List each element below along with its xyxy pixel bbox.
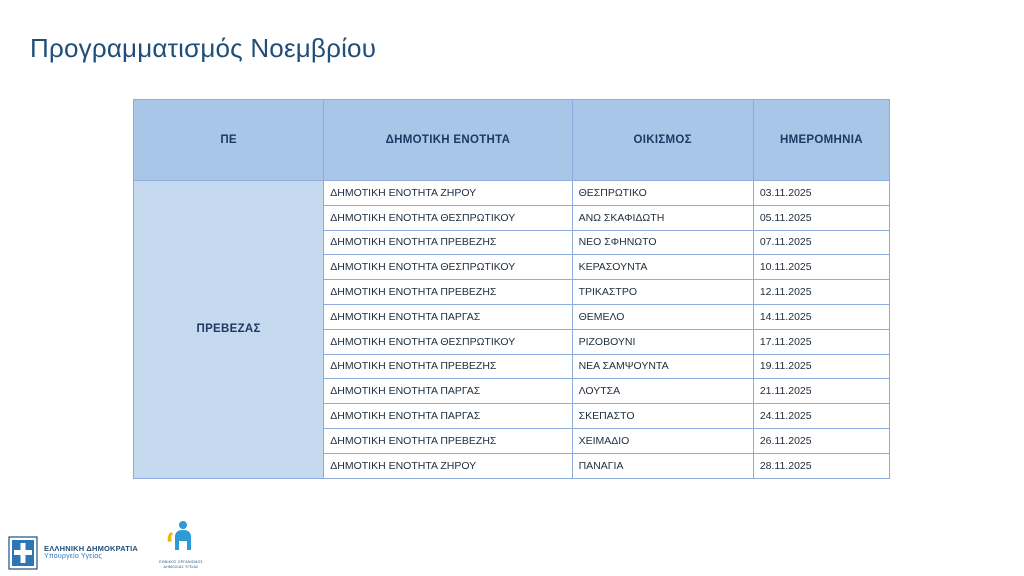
- cell-municipal-unit: ΔΗΜΟΤΙΚΗ ΕΝΟΤΗΤΑ ΠΡΕΒΕΖΗΣ: [324, 280, 572, 305]
- cell-settlement: ΚΕΡΑΣΟΥΝΤΑ: [572, 255, 753, 280]
- pe-value-cell: ΠΡΕΒΕΖΑΣ: [134, 181, 324, 479]
- cell-municipal-unit: ΔΗΜΟΤΙΚΗ ΕΝΟΤΗΤΑ ΖΗΡΟΥ: [324, 181, 572, 206]
- cell-municipal-unit: ΔΗΜΟΤΙΚΗ ΕΝΟΤΗΤΑ ΘΕΣΠΡΩΤΙΚΟΥ: [324, 205, 572, 230]
- schedule-table: [133, 99, 890, 479]
- cell-date: 24.11.2025: [753, 404, 889, 429]
- cell-settlement: ΠΑΝΑΓΙΑ: [572, 453, 753, 478]
- cell-date: 19.11.2025: [753, 354, 889, 379]
- gov-line-1: ΕΛΛΗΝΙΚΗ ΔΗΜΟΚΡΑΤΙΑ: [44, 543, 138, 553]
- schedule-table-container: [133, 99, 890, 479]
- column-header-settlement: ΟΙΚΙΣΜΟΣ: [572, 100, 753, 181]
- cell-municipal-unit: ΔΗΜΟΤΙΚΗ ΕΝΟΤΗΤΑ ΠΑΡΓΑΣ: [324, 379, 572, 404]
- cell-municipal-unit: ΔΗΜΟΤΙΚΗ ΕΝΟΤΗΤΑ ΠΑΡΓΑΣ: [324, 404, 572, 429]
- hellenic-republic-emblem-icon: [8, 536, 38, 570]
- cell-date: 26.11.2025: [753, 428, 889, 453]
- gov-line-2: Υπουργείο Υγείας: [44, 553, 103, 561]
- table-body: [134, 181, 890, 479]
- cell-municipal-unit: ΔΗΜΟΤΙΚΗ ΕΝΟΤΗΤΑ ΠΑΡΓΑΣ: [324, 304, 572, 329]
- government-logo: [8, 536, 138, 570]
- footer-logos: [8, 519, 210, 570]
- cell-settlement: ΝΕΟ ΣΦΗΝΩΤΟ: [572, 230, 753, 255]
- cell-date: 14.11.2025: [753, 304, 889, 329]
- cell-date: 03.11.2025: [753, 181, 889, 206]
- cell-municipal-unit: ΔΗΜΟΤΙΚΗ ΕΝΟΤΗΤΑ ΘΕΣΠΡΩΤΙΚΟΥ: [324, 255, 572, 280]
- cell-municipal-unit: ΔΗΜΟΤΙΚΗ ΕΝΟΤΗΤΑ ΖΗΡΟΥ: [324, 453, 572, 478]
- table-header: [134, 100, 890, 181]
- cell-date: 10.11.2025: [753, 255, 889, 280]
- page-title: Προγραμματισμός Νοεμβρίου: [30, 33, 377, 63]
- cell-settlement: ΘΕΣΠΡΩΤΙΚΟ: [572, 181, 753, 206]
- cell-date: 28.11.2025: [753, 453, 889, 478]
- cell-settlement: ΝΕΑ ΣΑΜΨΟΥΝΤΑ: [572, 354, 753, 379]
- column-header-municipal-unit: ΔΗΜΟΤΙΚΗ ΕΝΟΤΗΤΑ: [324, 100, 572, 181]
- cell-settlement: ΛΟΥΤΣΑ: [572, 379, 753, 404]
- cell-municipal-unit: ΔΗΜΟΤΙΚΗ ΕΝΟΤΗΤΑ ΠΡΕΒΕΖΗΣ: [324, 230, 572, 255]
- cell-settlement: ΑΝΩ ΣΚΑΦΙΔΩΤΗ: [572, 205, 753, 230]
- eody-logo-text: ΕΘΝΙΚΟΣ ΟΡΓΑΝΙΣΜΟΣ ΔΗΜΟΣΙΑΣ ΥΓΕΙΑΣ: [159, 560, 203, 570]
- eody-logo: [152, 519, 210, 570]
- table-header-row: [134, 100, 890, 181]
- cell-date: 21.11.2025: [753, 379, 889, 404]
- government-logo-text: [44, 544, 138, 562]
- cell-settlement: ΡΙΖΟΒΟΥΝΙ: [572, 329, 753, 354]
- column-header-pe: ΠΕ: [134, 100, 324, 181]
- cell-date: 17.11.2025: [753, 329, 889, 354]
- cell-settlement: ΧΕΙΜΑΔΙΟ: [572, 428, 753, 453]
- cell-settlement: ΣΚΕΠΑΣΤΟ: [572, 404, 753, 429]
- cell-date: 12.11.2025: [753, 280, 889, 305]
- cell-municipal-unit: ΔΗΜΟΤΙΚΗ ΕΝΟΤΗΤΑ ΘΕΣΠΡΩΤΙΚΟΥ: [324, 329, 572, 354]
- cell-settlement: ΘΕΜΕΛΟ: [572, 304, 753, 329]
- table-row: [134, 181, 890, 206]
- cell-municipal-unit: ΔΗΜΟΤΙΚΗ ΕΝΟΤΗΤΑ ΠΡΕΒΕΖΗΣ: [324, 354, 572, 379]
- cell-date: 05.11.2025: [753, 205, 889, 230]
- eody-figure-icon: [164, 519, 198, 558]
- cell-settlement: ΤΡΙΚΑΣΤΡΟ: [572, 280, 753, 305]
- column-header-date: ΗΜΕΡΟΜΗΝΙΑ: [753, 100, 889, 181]
- cell-date: 07.11.2025: [753, 230, 889, 255]
- cell-municipal-unit: ΔΗΜΟΤΙΚΗ ΕΝΟΤΗΤΑ ΠΡΕΒΕΖΗΣ: [324, 428, 572, 453]
